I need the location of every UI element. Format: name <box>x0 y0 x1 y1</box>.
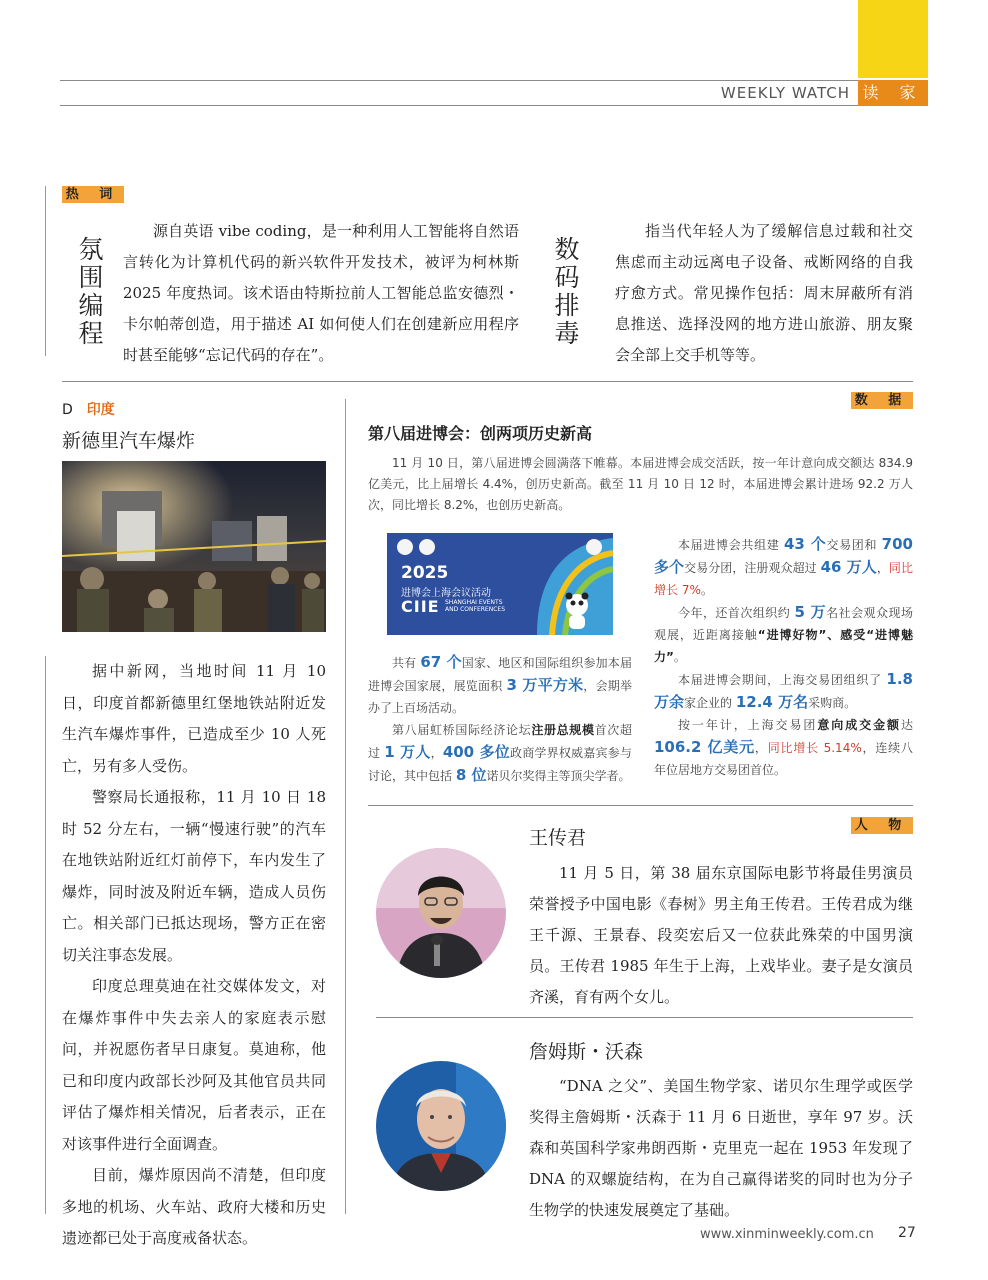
india-country-label <box>62 399 115 419</box>
banner-en <box>445 599 505 613</box>
india-letter: D <box>62 402 73 418</box>
person-name-1: 王传君 <box>529 827 587 849</box>
weekly-watch-label: WEEKLY WATCH <box>720 84 850 102</box>
india-paragraph: 据中新网，当地时间 11 月 10 日，印度首都新德里红堡地铁站附近发生汽车爆炸事件，已造成至少 10 人死亡，另有多人受伤。 <box>62 662 326 775</box>
hotwords-rule <box>45 186 46 356</box>
james-watson-avatar <box>376 1061 506 1191</box>
expo-lead: 11 月 10 日，第八届进博会圆满落下帷幕。本届进博会成交活跃，按一年计意向成交额达 834.9 亿美元，比上届增长 4.4%，创历史新高。截至 11 月 10 日 12 时，本届进博会累计进场 92.2 万人次，同比增长 8.2%，也创历史新高。 <box>368 456 913 512</box>
banner-en-line2: AND CONFERENCES <box>445 606 505 613</box>
header-rule-bottom <box>60 105 928 106</box>
expo-right-p2: 今年，还首次组织约 5 万名社会观众现场观展，近距离接触“进博好物”、感受“进博魅力”。 <box>654 603 913 664</box>
delhi-blast-photo <box>62 461 326 632</box>
expo-right-p4: 按一年计，上海交易团意向成交金额达 106.2 亿美元，同比增长 5.14%，连续八年位居地方交易团首位。 <box>654 718 913 777</box>
expo-left-p2: 第八届虹桥国际经济论坛注册总规模首次超过 1 万人，400 多位政商学界权威嘉宾参与讨论，其中包括 8 位诺贝尔奖得主等顶尖学者。 <box>368 723 632 784</box>
hotword-text-1: 源自英语 vibe coding，是一种利用人工智能将自然语言转化为计算机代码的新兴软件开发技术，被评为柯林斯 2025 年度热词。该术语由特斯拉前人工智能总监安德烈・卡尔帕蒂创造，用于描述 AI 如何使人们在创建新应用程序时甚至能够“忘记代码的存在”。 <box>123 222 519 364</box>
india-country: 印度 <box>86 402 115 418</box>
banner-year: 2025 <box>401 563 449 583</box>
person-text-2: “DNA 之父”、美国生物学家、诺贝尔生理学或医学奖得主詹姆斯・沃森于 11 月 6 日逝世，享年 97 岁。沃森和英国科学家弗朗西斯・克里克一起在 1953 年发现了 DNA 的双螺旋结构，在为自己赢得诺奖的同时也为分子生物学的快速发展奠定了基础。 <box>529 1077 913 1219</box>
people-tag: 人 物 <box>851 817 913 834</box>
india-rule <box>45 656 46 1214</box>
banner-en-line1: SHANGHAI EVENTS <box>445 599 503 606</box>
hotwords-tag: 热 词 <box>62 186 124 203</box>
hotword-term-1: 氛 围 编 程 <box>78 235 104 348</box>
data-tag: 数 据 <box>851 392 913 409</box>
expo-title: 第八届进博会：创两项历史新高 <box>368 424 593 443</box>
person-name-2: 詹姆斯・沃森 <box>529 1041 644 1063</box>
india-paragraph: 警察局长通报称，11 月 10 日 18 时 52 分左右，一辆“慢速行驶”的汽车在地铁站附近红灯前停下，车内发生了爆炸，同时波及附近车辆，造成人员伤亡。相关部门已抵达现场，警方正在密切关注事态发展。 <box>62 788 326 964</box>
expo-right-text <box>654 533 913 781</box>
page-number: 27 <box>898 1225 916 1241</box>
india-paragraph: 目前，爆炸原因尚不清楚，但印度多地的机场、火车站、政府大楼和历史遗迹都已处于高度戒备状态。 <box>62 1166 326 1247</box>
column-divider <box>345 399 346 1214</box>
section-label: 读 家 <box>858 80 928 106</box>
header-rule-top <box>60 80 928 81</box>
header-color-tab <box>858 0 928 78</box>
person-divider <box>376 1017 913 1018</box>
hotword-text-2: 指当代年轻人为了缓解信息过载和社交焦虑而主动远离电子设备、戒断网络的自我疗愈方式。常见操作包括：周末屏蔽所有消息推送、选择没网的地方进山旅游、朋友聚会全部上交手机等等。 <box>615 222 913 364</box>
banner-cn: 进博会上海会议活动 <box>401 588 491 599</box>
section-divider <box>62 381 913 382</box>
hotword-term-2: 数 码 排 毒 <box>554 235 580 348</box>
wang-chuanjun-avatar <box>376 848 506 978</box>
banner-ciie: CIIE <box>401 597 440 616</box>
india-title: 新德里汽车爆炸 <box>62 430 196 452</box>
india-paragraph: 印度总理莫迪在社交媒体发文，对在爆炸事件中失去亲人的家庭表示慰问，并祝愿伤者早日康复。莫迪称，他已和印度内政部长沙阿及其他官员共同评估了爆炸相关情况，后者表示，正在对该事件进行全面调查。 <box>62 977 326 1153</box>
footer-url[interactable]: www.xinminweekly.com.cn <box>700 1227 874 1242</box>
expo-right-p3: 本届进博会期间，上海交易团组织了 1.8 万余家企业的 12.4 万名采购商。 <box>654 670 913 711</box>
expo-right-p1: 本届进博会共组建 43 个交易团和 700 多个交易分团，注册观众超过 46 万人，同比增长 7%。 <box>654 535 913 597</box>
person-text-1: 11 月 5 日，第 38 届东京国际电影节将最佳男演员荣誉授予中国电影《春树》男主角王传君。王传君成为继王千源、王景春、段奕宏后又一位获此殊荣的中国男演员。王传君 1985 年生于上海，上戏毕业。妻子是女演员齐溪，育有两个女儿。 <box>529 864 913 1006</box>
ciie-banner <box>387 533 613 635</box>
india-article <box>62 656 326 1255</box>
people-divider <box>368 805 913 806</box>
expo-left-text <box>368 651 632 787</box>
expo-left-p1: 共有 67 个国家、地区和国际组织参加本届进博会国家展，展览面积 3 万平方米，会期举办了上百场活动。 <box>368 653 632 715</box>
